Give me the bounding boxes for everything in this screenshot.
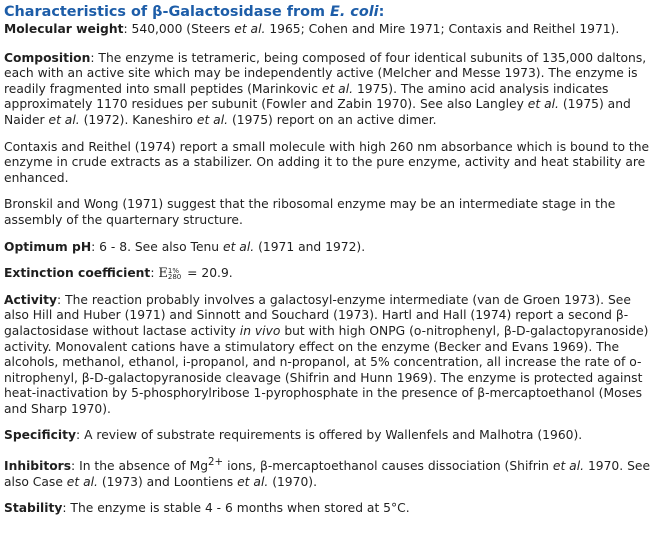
stability-label: Stability xyxy=(4,501,63,516)
et-al: et al. xyxy=(223,239,255,254)
specificity-paragraph xyxy=(4,428,659,444)
molecular-weight-label: Molecular weight xyxy=(4,22,124,36)
composition-text-3: (1975) and Naider xyxy=(4,97,631,127)
stability-text: : The enzyme is stable 4 - 6 months when stored at 5°C. xyxy=(62,501,410,516)
stability-paragraph xyxy=(4,501,659,517)
optimum-ph-paragraph xyxy=(4,240,659,256)
extinction-symbol: E xyxy=(158,266,168,282)
inhibitors-text-2: ions, β-mercaptoethanol causes dissociation (Shifrin xyxy=(223,459,553,474)
title-suffix: : xyxy=(378,4,385,20)
extinction-value: = 20.9. xyxy=(183,266,233,281)
bronskil-paragraph: Bronskil and Wong (1971) suggest that the ribosomal enzyme may be an intermediate stage in the assembly of the quarternary structure. xyxy=(4,197,616,227)
activity-text-1: : The reaction probably involves a galactosyl-enzyme intermediate (van de Groen 1973). See also Hill and Huber (1971) and Sinnott and Souchard (1973). Hartl and Hall (1974) report a second β-galactosidase without lactase activity xyxy=(4,292,631,338)
inhibitors-text-3: 1970. See also Case xyxy=(4,459,651,489)
inhibitors-text-1: : In the absence of Mg xyxy=(71,459,209,474)
activity-text-2: but with high ONPG (o-nitrophenyl, β-D-galactopyranoside) activity. Monovalent cations have a stimulatory effect on the enzyme (Becker and Evans 1969). The alcohols, methanol, ethanol, i-propanol, and n-propanol, at 5% concentration, all increase the rate of o-nitrophenyl, β-D-galactopyranoside cleavage (Shifrin and Hunn 1969). The enzyme is protected against heat-inactivation by 5-phosphorylribose 1-pyrophosphate in the presence of β-mercaptoethanol (Moses and Sharp 1970). xyxy=(4,323,649,416)
et-al: et al. xyxy=(48,112,80,127)
title-organism: E. coli xyxy=(330,4,379,20)
inhibitors-text-4: (1973) and Loontiens xyxy=(97,474,238,489)
inhibitors-sup: 2+ xyxy=(208,456,224,469)
extinction-colon: : xyxy=(150,266,159,281)
contaxis-paragraph: Contaxis and Reithel (1974) report a small molecule with high 260 nm absorbance which is bound to the enzyme in crude extracts as a stabilizer. On adding it to the pure enzyme, activity and heat stability are enhanced. xyxy=(4,139,650,185)
in-vivo: in vivo xyxy=(239,323,281,338)
inhibitors-label: Inhibitors xyxy=(4,459,72,474)
page-title xyxy=(4,3,659,21)
molecular-weight-text-1: : 540,000 (Steers xyxy=(123,22,235,36)
molecular-weight-paragraph xyxy=(4,22,659,38)
et-al: et al. xyxy=(196,112,229,127)
composition-text-5: (1975) report on an active dimer. xyxy=(228,112,437,127)
composition-paragraph xyxy=(4,51,659,129)
et-al: et al. xyxy=(237,474,269,489)
composition-text-1: : The enzyme is tetrameric, being composed of four identical subunits of 135,000 daltons, each with an active site which may be independently active (Melcher and Messe 1973). The enzyme is readily fragmented into small peptides (Marinkovic xyxy=(4,50,647,96)
title-prefix: Characteristics of β-Galactosidase from xyxy=(4,4,330,20)
extinction-label: Extinction coefficient xyxy=(4,266,151,281)
extinction-indices xyxy=(168,268,181,280)
et-al: et al. xyxy=(321,81,354,96)
specificity-text: : A review of substrate requirements is offered by Wallenfels and Malhotra (1960). xyxy=(76,428,583,443)
et-al: et al. xyxy=(66,474,98,489)
molecular-weight-text-2: 1965; Cohen and Mire 1971; Contaxis and Reithel 1971). xyxy=(265,22,620,36)
optimum-ph-text-2: (1971 and 1972). xyxy=(254,239,366,254)
et-al: et al. xyxy=(552,459,585,474)
specificity-label: Specificity xyxy=(4,428,77,443)
activity-label: Activity xyxy=(4,292,58,307)
composition-text-2: 1975). The amino acid analysis indicates approximately 1170 residues per subunit (Fowler and Zabin 1970). See also Langley xyxy=(4,81,609,112)
activity-paragraph xyxy=(4,293,659,418)
et-al: et al. xyxy=(527,97,559,112)
inhibitors-text-5: (1970). xyxy=(268,474,317,489)
inhibitors-paragraph xyxy=(4,455,659,490)
extinction-sup: 1% xyxy=(167,266,179,275)
optimum-ph-label: Optimum pH xyxy=(4,239,92,254)
extinction-paragraph xyxy=(4,266,659,282)
et-al: et al. xyxy=(234,22,266,36)
composition-label: Composition xyxy=(4,50,91,65)
optimum-ph-text-1: : 6 - 8. See also Tenu xyxy=(91,239,224,254)
composition-text-4: (1972). Kaneshiro xyxy=(79,112,197,127)
extinction-sub: 280 xyxy=(167,272,182,281)
